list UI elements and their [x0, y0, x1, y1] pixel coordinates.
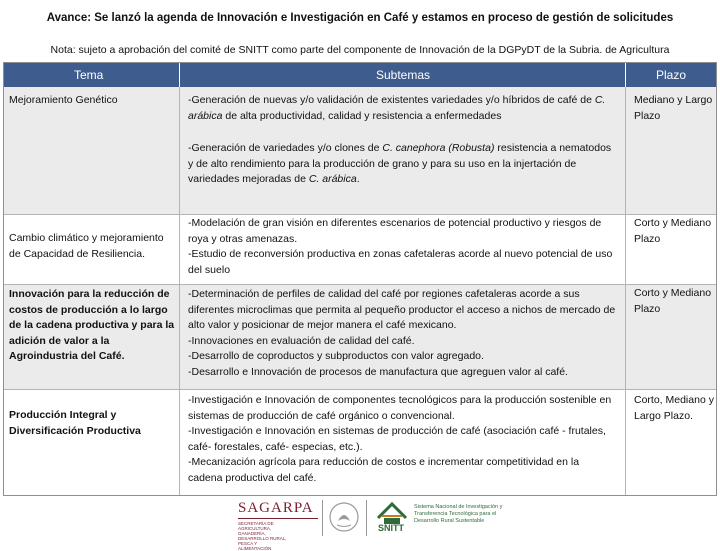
row-tema: Innovación para la reducción de costos de producción a lo largo de la cadena productiva y para la adición de valor a la Agroindustria del Café. — [9, 288, 175, 362]
row-plazo: Mediano y Largo Plazo — [634, 94, 713, 122]
row-plazo: Corto, Mediano y Largo Plazo. — [634, 394, 714, 422]
footer-logos — [0, 498, 720, 551]
table-header — [4, 63, 716, 87]
row-subtemas: -Modelación de gran visión en diferentes escenarios de potencial productivo y riesgos de roya y otras amenazas. -Estudio de reconversión productiva en zonas cafetaleras acorde al nuevo potencial de uso del suelo — [188, 217, 613, 276]
mexico-shield-icon — [328, 501, 360, 533]
row-subtema: -Generación de variedades y/o clones de C. canephora (Robusta) resistencia a nematodos y de alto rendimiento para la producción de grano y para su uso en la injertación de variedades mejoradas de C. arábica. — [188, 142, 612, 185]
row-subtemas: -Determinación de perfiles de calidad del café por regiones cafetaleras acorde a sus diferentes microclimas que permita al pequeño productor el acceso a nichos de mercado de alto valor y posicionar de mejor manera el café mexicano. -Innovaciones en evaluación de calidad del café. -Desarrollo de coproductos y subproductos con valor agregado. -Desarrollo e Innovación de procesos de manufactura que agreguen valor al café. — [188, 288, 616, 378]
row-subtemas: -Investigación e Innovación de componentes tecnológicos para la producción sostenible en sistemas de producción de café orgánico o convencional. -Investigación e Innovación en sistemas de producción de café (asociación café - frutales, café- forestales, café- especias, etc.). -Mecanización agrícola para reducción de costos e incrementar competitividad en la cadena productiva del café. — [188, 394, 612, 484]
header-tema: Tema — [74, 68, 104, 82]
row-tema: Cambio climático y mejoramiento de Capacidad de Resiliencia. — [9, 232, 164, 260]
row-tema: Mejoramiento Genético — [9, 94, 118, 106]
row-plazo: Corto y Mediano Plazo — [634, 217, 712, 245]
snitt-text: Sistema Nacional de Investigación y Transferencia Tecnológica para el Desarrollo Rural Sustentable — [414, 504, 503, 524]
snitt-logo: SNITT — [378, 523, 404, 533]
row-subtema: -Generación de nuevas y/o validación de existentes variedades y/o híbridos de café de C. arábica de alta productividad, calidad y resistencia a enfermedades — [188, 94, 606, 122]
page-title: Avance: Se lanzó la agenda de Innovación e Investigación en Café y estamos en proceso de gestión de solicitudes — [46, 12, 674, 24]
sagarpa-logo: SAGARPA SECRETARÍA DE AGRICULTURA, GANADERÍA, DESARROLLO RURAL, PESCA Y ALIMENTACIÓN — [238, 500, 318, 551]
table-row — [4, 214, 716, 284]
row-tema: Producción Integral y Diversificación Productiva — [9, 409, 141, 437]
table-row — [4, 389, 716, 495]
research-agenda-table — [3, 62, 717, 496]
table-row — [4, 87, 716, 214]
header-plazo: Plazo — [656, 68, 687, 82]
approval-note: Nota: sujeto a aprobación del comité de SNITT como parte del componente de Innovación de la DGPyDT de la Subria. de Agricultura — [50, 44, 670, 56]
row-plazo: Corto y Mediano Plazo — [634, 287, 712, 315]
header-subtemas: Subtemas — [376, 68, 431, 82]
table-row — [4, 284, 716, 389]
